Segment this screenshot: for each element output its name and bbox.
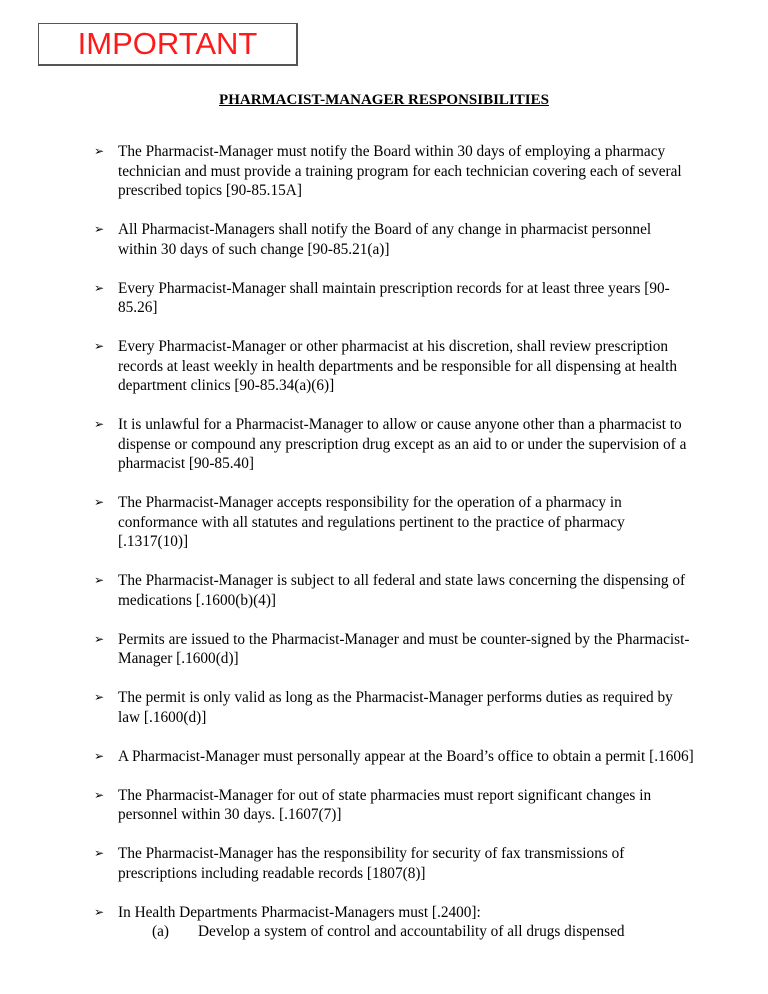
list-item [94,279,694,318]
list-item [94,688,694,727]
item-text: The Pharmacist-Manager has the responsibility for security of fax transmissions of prescriptions including readable records [1807(8)] [118,845,625,882]
list-item [94,630,694,669]
item-text: The Pharmacist-Manager accepts responsibility for the operation of a pharmacy in conformance with all statutes and regulations pertinent to the practice of pharmacy [.1317(10)] [118,494,625,550]
item-text: All Pharmacist-Managers shall notify the Board of any change in pharmacist personnel within 30 days of such change [90-85.21(a)] [118,221,652,258]
list-item [94,415,694,474]
item-text: The Pharmacist-Manager is subject to all federal and state laws concerning the dispensing of medications [.1600(b)(4)] [118,572,686,609]
important-label: IMPORTANT [77,26,258,61]
arrow-bullet-icon: ➢ [94,144,105,158]
sub-item [118,922,694,942]
arrow-bullet-icon: ➢ [94,904,105,919]
list-item [94,786,694,825]
item-text: The Pharmacist-Manager must notify the Board within 30 days of employing a pharmacy technician and must provide a training program for each technician covering each of several prescribed topics [90-85.15A] [118,143,682,199]
arrow-bullet-icon: ➢ [94,495,105,509]
list-item [94,571,694,610]
item-text: The permit is only valid as long as the Pharmacist-Manager performs duties as required by law [.1600(d)] [118,689,673,726]
item-text: Every Pharmacist-Manager or other pharmacist at his discretion, shall review prescription records at least weekly in health departments and be responsible for all dispensing at health department clinics [90-85.34(a)(6)] [118,338,678,394]
list-item [94,337,694,396]
list-item [94,220,694,259]
arrow-bullet-icon: ➢ [94,631,105,646]
arrow-bullet-icon: ➢ [94,748,105,763]
responsibilities-list [94,142,694,961]
arrow-bullet-icon: ➢ [94,846,105,860]
item-text: In Health Departments Pharmacist-Managers must [.2400]: [118,903,481,921]
arrow-bullet-icon: ➢ [94,280,105,295]
arrow-bullet-icon: ➢ [94,690,105,704]
item-text: It is unlawful for a Pharmacist-Manager to allow or cause anyone other than a pharmacist to dispense or compound any prescription drug except as an aid to or under the supervision of a pharmacist [90-85.40] [118,416,687,472]
list-item [94,142,694,201]
list-item [94,844,694,883]
list-item [94,903,694,942]
arrow-bullet-icon: ➢ [94,573,105,587]
page-title: PHARMACIST-MANAGER RESPONSIBILITIES [219,92,549,108]
list-item [94,747,694,767]
list-item [94,493,694,552]
arrow-bullet-icon: ➢ [94,339,105,353]
arrow-bullet-icon: ➢ [94,787,105,802]
sub-item-text: Develop a system of control and accountability of all drugs dispensed [198,923,625,940]
sub-item-label: (a) [152,923,169,940]
arrow-bullet-icon: ➢ [94,222,105,236]
item-text: The Pharmacist-Manager for out of state pharmacies must report significant changes in personnel within 30 days. [.1607(7)] [118,786,652,823]
arrow-bullet-icon: ➢ [94,417,105,431]
important-banner [38,23,298,66]
item-text: Every Pharmacist-Manager shall maintain prescription records for at least three years [90-85.26] [118,279,670,316]
item-text: Permits are issued to the Pharmacist-Manager and must be counter-signed by the Pharmacist-Manager [.1600(d)] [118,630,690,667]
item-text: A Pharmacist-Manager must personally appear at the Board’s office to obtain a permit [.1606] [118,747,694,765]
